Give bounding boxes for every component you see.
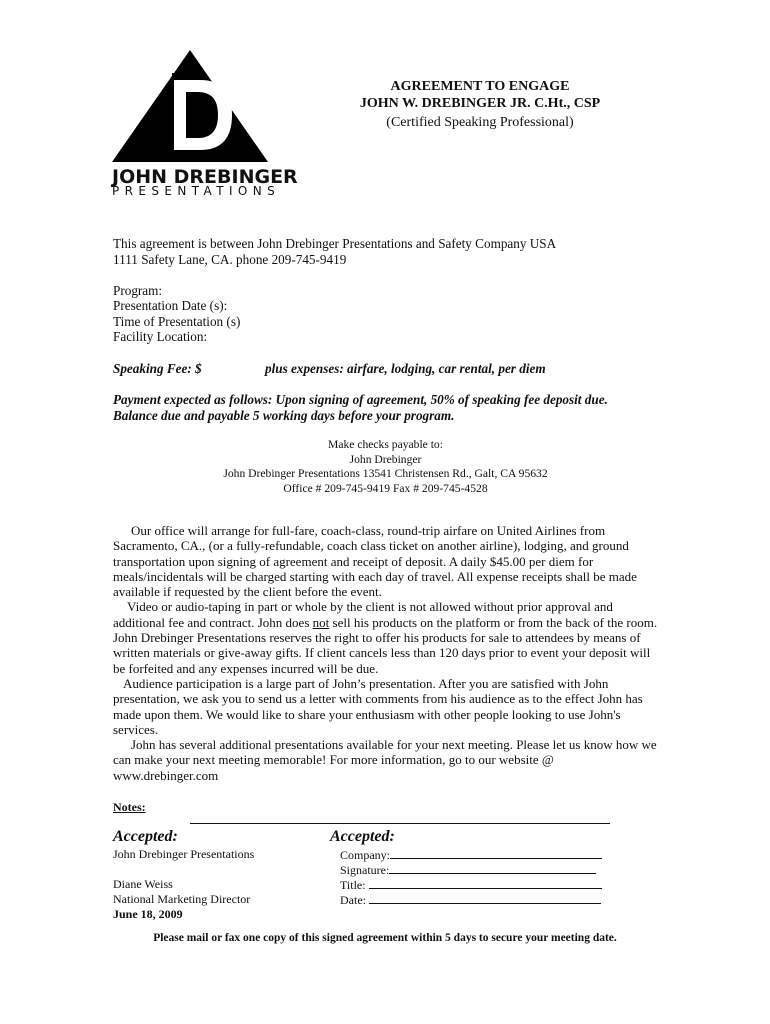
checks-payee: John Drebinger (349, 453, 422, 466)
client-signature-field[interactable] (389, 862, 596, 874)
signer-name: Diane Weiss (113, 877, 173, 891)
checks-phone: Office # 209-745-9419 Fax # 209-745-4528 (283, 482, 488, 495)
balance-terms: Balance due and payable 5 working days before your program. (113, 408, 455, 423)
client-title-field[interactable] (369, 877, 602, 889)
client-company-label: Company: (340, 848, 390, 862)
notes-label: Notes: (113, 800, 146, 814)
payment-terms: Payment expected as follows: Upon signing of agreement, 50% of speaking fee deposit due. (113, 392, 608, 407)
agreement-title: AGREEMENT TO ENGAGE (390, 79, 570, 94)
signed-date: June 18, 2009 (113, 907, 183, 921)
logo-subtitle: PRESENTATIONS (112, 184, 281, 198)
checks-payable-label: Make checks payable to: (328, 438, 443, 451)
accepted-left-heading: Accepted: (113, 828, 178, 845)
speaker-name: JOHN W. DREBINGER JR. C.Ht., CSP (359, 96, 601, 111)
client-company-field[interactable] (390, 847, 602, 859)
client-signature-row (340, 862, 596, 878)
recording-paragraph: Video or audio-taping in part or whole by the client is not allowed without prior approval and additional fee and contract. John does not sell his products on the platform or from the back of the room. John Drebinger Presentations reserves the right to offer his products for sale to attendees by means of written materials or give-away gifts. If client cancels less than 120 days prior to event your deposit will be forfeited and any expenses incurred will be due. (113, 599, 658, 676)
client-date-row (340, 892, 601, 908)
additional-presentations-paragraph: John has several additional presentations available for your next meeting. Please let us know how we can make your next meeting memorable! For more information, go to our website @ www.drebinger.com (113, 737, 657, 783)
accepted-right-heading: Accepted: (330, 828, 395, 845)
parties-line: This agreement is between John Drebinger Presentations and Safety Company USA (113, 236, 557, 251)
client-title-label: Title: (340, 878, 369, 892)
logo-name: JOHN DREBINGER (112, 166, 298, 188)
signer-title: National Marketing Director (113, 892, 251, 906)
client-date-label: Date: (340, 893, 369, 907)
expenses-text: plus expenses: airfare, lodging, car rental, per diem (265, 361, 546, 376)
terms-body (113, 523, 658, 783)
participation-paragraph: Audience participation is a large part of John’s presentation. After you are satisfied with John presentation, we ask you to send us a letter with comments from his audience as to the effect John has made upon them. We would like to share your enthusiasm with other people looking to use John's services. (113, 675, 643, 737)
checks-address: John Drebinger Presentations 13541 Christensen Rd., Galt, CA 95632 (223, 467, 548, 480)
speaker-credential: (Certified Speaking Professional) (386, 115, 574, 130)
speaking-fee-label: Speaking Fee: $ (113, 361, 202, 376)
client-signature-label: Signature: (340, 863, 390, 877)
logo-mark-icon (112, 50, 272, 170)
program-field: Program: (113, 283, 163, 298)
client-company-row (340, 847, 602, 863)
mailing-instructions: Please mail or fax one copy of this signed agreement within 5 days to secure your meeting date. (153, 932, 617, 944)
presentation-time-field: Time of Presentation (s) (113, 314, 241, 329)
client-address: 1111 Safety Lane, CA. phone 209-745-9419 (113, 252, 347, 267)
travel-paragraph: Our office will arrange for full-fare, coach-class, round-trip airfare on United Airlines from Sacramento, CA., (or a fully-refundable, coach class ticket on another airline), lodging, and ground transportation upon signing of agreement and receipt of deposit. A daily $45.00 per diem for meals/incidentals will be charged starting with each day of travel. All expense receipts shall be made available if requested by the client before the event. (113, 523, 637, 600)
client-title-row (340, 877, 602, 893)
notes-field[interactable] (190, 823, 610, 824)
client-date-field[interactable] (369, 892, 601, 904)
presenter-company: John Drebinger Presentations (113, 847, 255, 861)
facility-location-field: Facility Location: (113, 329, 208, 344)
presentation-date-field: Presentation Date (s): (113, 298, 228, 313)
